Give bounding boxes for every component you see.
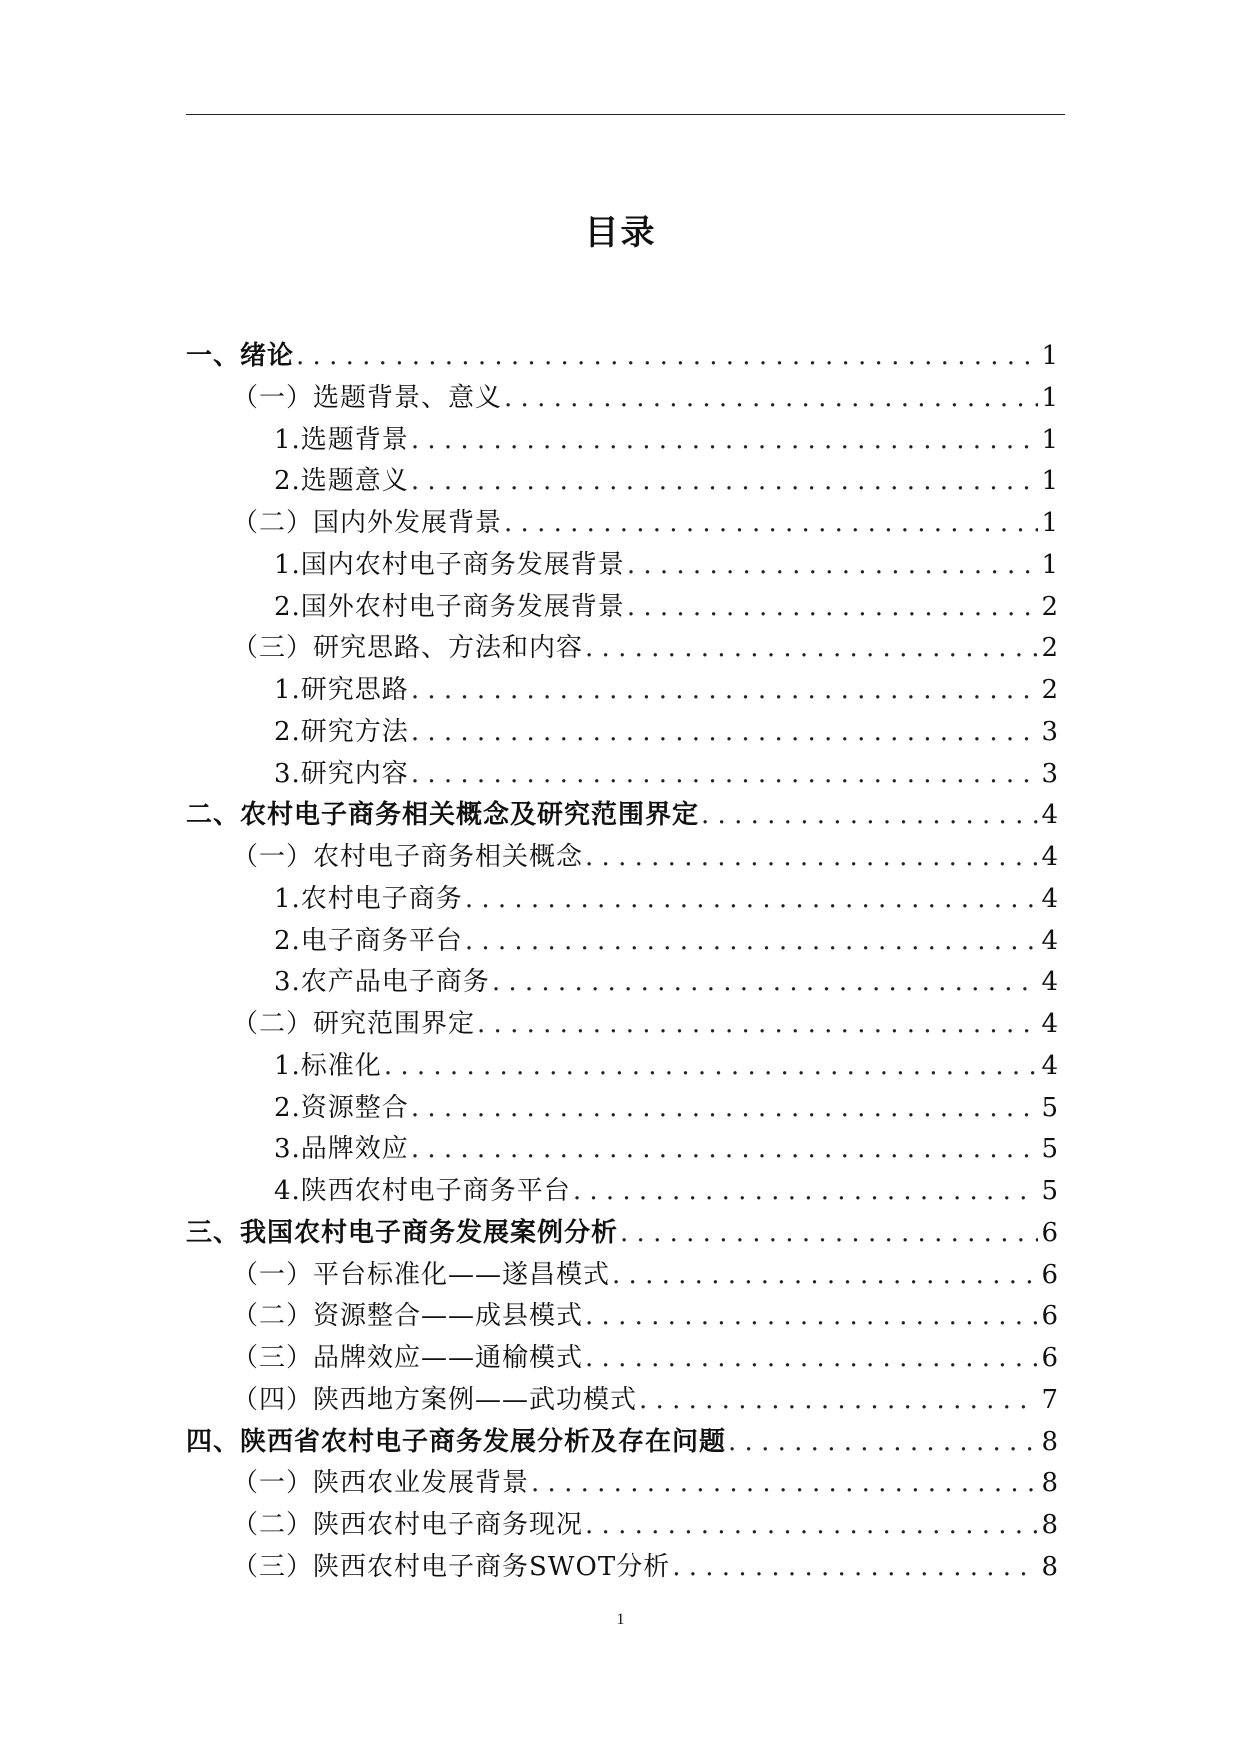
toc-entry-page-number: 6 [1041, 1217, 1058, 1248]
toc-dot-leader [411, 461, 1038, 503]
toc-entry-page-number: 8 [1041, 1426, 1058, 1457]
toc-entry-page-number: 1 [1041, 424, 1058, 455]
toc-entry-page-number: 7 [1041, 1384, 1058, 1415]
toc-entry-page-number: 6 [1041, 1343, 1058, 1373]
toc-entry-level-2[interactable] [186, 503, 1058, 545]
toc-dot-leader [296, 336, 1038, 378]
toc-dot-leader [411, 420, 1038, 462]
toc-entry-page-number: 3 [1041, 716, 1058, 747]
toc-entry-level-2[interactable] [186, 1338, 1058, 1380]
toc-dot-leader [612, 1255, 1038, 1297]
table-of-contents [186, 336, 1058, 1589]
toc-entry-label: 3.品牌效应 [274, 1134, 409, 1165]
toc-entry-label: 1.农村电子商务 [274, 883, 463, 914]
toc-entry-page-number: 8 [1041, 1510, 1058, 1540]
toc-entry-label: （二）国内外发展背景 [232, 508, 503, 538]
toc-entry-label: 2.电子商务平台 [274, 925, 463, 956]
toc-entry-level-2[interactable] [186, 1463, 1058, 1505]
toc-entry-level-3[interactable] [186, 545, 1058, 587]
toc-entry-page-number: 8 [1041, 1468, 1058, 1499]
toc-dot-leader [627, 545, 1038, 587]
toc-entry-page-number: 2 [1041, 591, 1058, 622]
toc-entry-label: （三）研究思路、方法和内容 [232, 633, 584, 664]
toc-entry-page-number: 4 [1041, 967, 1058, 998]
toc-entry-label: 一、绪论 [186, 341, 295, 371]
page-title: 目录 [584, 213, 657, 253]
toc-dot-leader [504, 503, 1038, 545]
toc-dot-leader [585, 628, 1038, 670]
toc-entry-label: （三）陕西农村电子商务SWOT分析 [232, 1551, 671, 1582]
toc-entry-page-number: 2 [1041, 633, 1058, 664]
toc-entry-level-2[interactable] [186, 1004, 1058, 1046]
toc-entry-page-number: 5 [1041, 1134, 1058, 1165]
toc-entry-page-number: 5 [1041, 1176, 1058, 1206]
toc-entry-page-number: 1 [1041, 508, 1058, 538]
toc-entry-level-3[interactable] [186, 1088, 1058, 1130]
toc-entry-level-3[interactable] [186, 712, 1058, 754]
toc-dot-leader [411, 1088, 1038, 1130]
toc-entry-label: （一）农村电子商务相关概念 [232, 842, 584, 872]
toc-entry-level-2[interactable] [186, 1255, 1058, 1297]
toc-entry-level-3[interactable] [186, 670, 1058, 712]
toc-entry-label: 2.资源整合 [274, 1092, 409, 1123]
toc-entry-level-2[interactable] [186, 628, 1058, 670]
toc-dot-leader [411, 754, 1038, 796]
toc-entry-label: 2.研究方法 [274, 716, 409, 747]
toc-dot-leader [585, 1296, 1038, 1338]
toc-entry-level-2[interactable] [186, 837, 1058, 879]
toc-entry-page-number: 2 [1041, 675, 1058, 705]
toc-entry-label: （一）选题背景、意义 [232, 382, 503, 413]
toc-dot-leader [465, 921, 1038, 963]
toc-entry-level-3[interactable] [186, 1129, 1058, 1171]
toc-dot-leader [672, 1547, 1038, 1589]
toc-entry-level-1[interactable] [186, 336, 1058, 378]
toc-entry-level-2[interactable] [186, 1547, 1058, 1589]
toc-dot-leader [492, 962, 1038, 1004]
toc-entry-level-3[interactable] [186, 921, 1058, 963]
toc-entry-page-number: 1 [1041, 466, 1058, 497]
toc-dot-leader [639, 1380, 1038, 1422]
toc-entry-level-2[interactable] [186, 1380, 1058, 1422]
toc-entry-level-3[interactable] [186, 754, 1058, 796]
toc-entry-page-number: 4 [1041, 925, 1058, 956]
toc-entry-label: 1.研究思路 [274, 675, 409, 705]
toc-entry-level-3[interactable] [186, 1046, 1058, 1088]
toc-dot-leader [585, 1505, 1038, 1547]
toc-entry-level-3[interactable] [186, 962, 1058, 1004]
toc-entry-page-number: 4 [1041, 800, 1058, 831]
toc-entry-page-number: 4 [1041, 883, 1058, 914]
toc-entry-label: 3.农产品电子商务 [274, 967, 490, 998]
toc-dot-leader [477, 1004, 1038, 1046]
page-number: 1 [616, 1611, 625, 1628]
toc-entry-page-number: 6 [1041, 1301, 1058, 1332]
toc-entry-label: 四、陕西省农村电子商务发展分析及存在问题 [186, 1426, 727, 1457]
toc-entry-page-number: 5 [1041, 1092, 1058, 1123]
toc-entry-label: 4.陕西农村电子商务平台 [274, 1176, 571, 1206]
toc-entry-level-3[interactable] [186, 461, 1058, 503]
toc-entry-level-2[interactable] [186, 378, 1058, 420]
toc-entry-label: （二）陕西农村电子商务现况 [232, 1510, 584, 1540]
toc-entry-label: （四）陕西地方案例——武功模式 [232, 1384, 638, 1415]
toc-entry-page-number: 3 [1041, 758, 1058, 789]
toc-entry-page-number: 8 [1041, 1551, 1058, 1582]
toc-entry-page-number: 4 [1041, 1050, 1058, 1081]
toc-dot-leader [585, 837, 1038, 879]
toc-entry-label: （二）研究范围界定 [232, 1009, 476, 1039]
toc-entry-level-2[interactable] [186, 1505, 1058, 1547]
toc-entry-page-number: 1 [1041, 341, 1058, 371]
toc-entry-label: （二）资源整合——成县模式 [232, 1301, 584, 1332]
toc-dot-leader [411, 1129, 1038, 1171]
toc-entry-level-3[interactable] [186, 420, 1058, 462]
toc-dot-leader [411, 712, 1038, 754]
toc-dot-leader [465, 879, 1038, 921]
toc-dot-leader [411, 670, 1038, 712]
toc-entry-page-number: 1 [1041, 549, 1058, 580]
toc-dot-leader [585, 1338, 1038, 1380]
toc-entry-label: （一）陕西农业发展背景 [232, 1468, 530, 1499]
toc-entry-level-3[interactable] [186, 1171, 1058, 1213]
toc-entry-label: （三）品牌效应——通榆模式 [232, 1343, 584, 1373]
toc-entry-page-number: 6 [1041, 1259, 1058, 1290]
toc-entry-label: 3.研究内容 [274, 758, 409, 789]
toc-dot-leader [627, 587, 1038, 629]
toc-entry-label: 二、农村电子商务相关概念及研究范围界定 [186, 800, 700, 831]
toc-dot-leader [573, 1171, 1038, 1213]
toc-dot-leader [384, 1046, 1038, 1088]
toc-dot-leader [701, 795, 1038, 837]
toc-dot-leader [620, 1213, 1038, 1255]
toc-dot-leader [531, 1463, 1038, 1505]
header-rule [186, 114, 1065, 115]
toc-dot-leader [504, 378, 1038, 420]
toc-dot-leader [728, 1422, 1038, 1464]
toc-entry-page-number: 4 [1041, 842, 1058, 872]
toc-entry-level-2[interactable] [186, 1296, 1058, 1338]
toc-entry-level-3[interactable] [186, 587, 1058, 629]
toc-entry-label: 1.国内农村电子商务发展背景 [274, 549, 625, 580]
toc-entry-level-1[interactable] [186, 1422, 1058, 1464]
toc-entry-label: 2.选题意义 [274, 466, 409, 497]
toc-entry-label: 2.国外农村电子商务发展背景 [274, 591, 625, 622]
toc-entry-page-number: 4 [1041, 1009, 1058, 1039]
toc-entry-level-1[interactable] [186, 795, 1058, 837]
toc-entry-page-number: 1 [1041, 382, 1058, 413]
toc-entry-label: 1.选题背景 [274, 424, 409, 455]
toc-entry-label: 三、我国农村电子商务发展案例分析 [186, 1217, 619, 1248]
toc-entry-level-3[interactable] [186, 879, 1058, 921]
toc-entry-label: （一）平台标准化——遂昌模式 [232, 1259, 611, 1290]
toc-entry-label: 1.标准化 [274, 1050, 382, 1081]
toc-entry-level-1[interactable] [186, 1213, 1058, 1255]
